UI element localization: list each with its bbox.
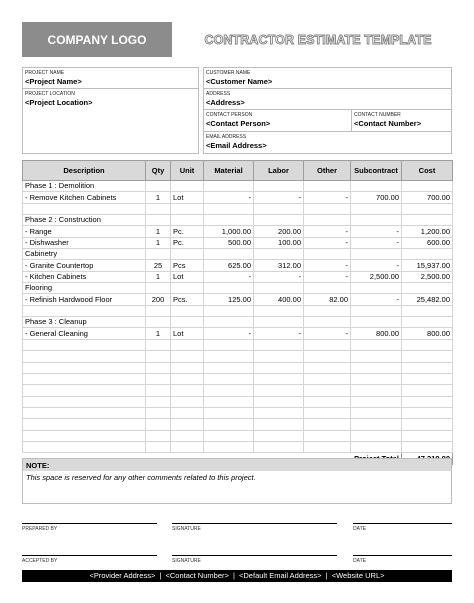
cell-qty[interactable]: 1 bbox=[146, 271, 171, 282]
cell-subcontract[interactable]: 700.00 bbox=[351, 192, 402, 203]
cell-description[interactable] bbox=[23, 396, 146, 407]
email-label: EMAIL ADDRESS bbox=[206, 134, 247, 140]
cell-material[interactable] bbox=[204, 351, 254, 362]
cell-material[interactable] bbox=[204, 385, 254, 396]
prepared-by-line[interactable] bbox=[22, 523, 157, 524]
cell-other[interactable] bbox=[304, 407, 351, 418]
table-row bbox=[23, 407, 453, 418]
cell-description[interactable] bbox=[23, 441, 146, 452]
prepared-by-label: PREPARED BY bbox=[22, 526, 58, 532]
date-label-1: DATE bbox=[353, 526, 366, 532]
table-row bbox=[23, 373, 453, 384]
table-row bbox=[23, 181, 453, 192]
cell-material[interactable]: - bbox=[204, 192, 254, 203]
table-row bbox=[23, 260, 453, 271]
project-name-cell bbox=[23, 68, 198, 89]
cell-other[interactable] bbox=[304, 215, 351, 226]
cell-subcontract[interactable] bbox=[351, 283, 402, 294]
cell-cost[interactable]: 25,482.00 bbox=[402, 294, 453, 305]
cell-cost[interactable] bbox=[402, 419, 453, 430]
cell-description[interactable]: - Remove Kitchen Cabinets bbox=[23, 192, 146, 203]
cell-cost[interactable] bbox=[402, 215, 453, 226]
customer-name-cell bbox=[204, 68, 451, 89]
cell-description[interactable]: - Granite Countertop bbox=[23, 260, 146, 271]
cell-cost[interactable]: 700.00 bbox=[402, 192, 453, 203]
cell-subcontract[interactable] bbox=[351, 339, 402, 350]
cell-cost[interactable] bbox=[402, 385, 453, 396]
cell-description[interactable] bbox=[23, 385, 146, 396]
table-row bbox=[23, 283, 453, 294]
cell-qty[interactable] bbox=[146, 283, 171, 294]
cell-labor[interactable] bbox=[254, 339, 304, 350]
cell-subcontract[interactable]: 2,500.00 bbox=[351, 271, 402, 282]
cell-unit[interactable] bbox=[171, 249, 204, 260]
table-row bbox=[23, 237, 453, 248]
cell-material[interactable]: - bbox=[204, 271, 254, 282]
cell-material[interactable] bbox=[204, 419, 254, 430]
cell-subcontract[interactable] bbox=[351, 181, 402, 192]
cell-subcontract[interactable]: - bbox=[351, 260, 402, 271]
cell-material[interactable] bbox=[204, 317, 254, 328]
cell-unit[interactable] bbox=[171, 181, 204, 192]
cell-subcontract[interactable] bbox=[351, 385, 402, 396]
cell-cost[interactable] bbox=[402, 362, 453, 373]
cell-other[interactable]: - bbox=[304, 237, 351, 248]
signature-label-1: SIGNATURE bbox=[172, 526, 201, 532]
cell-qty[interactable] bbox=[146, 430, 171, 441]
cell-description[interactable] bbox=[23, 305, 146, 316]
cell-other[interactable] bbox=[304, 305, 351, 316]
cell-unit[interactable] bbox=[171, 203, 204, 214]
cell-description[interactable] bbox=[23, 430, 146, 441]
cell-labor[interactable]: - bbox=[254, 328, 304, 339]
cell-unit[interactable]: Lot bbox=[171, 271, 204, 282]
contact-person-cell bbox=[204, 110, 352, 132]
cell-labor[interactable] bbox=[254, 283, 304, 294]
cell-material[interactable] bbox=[204, 339, 254, 350]
cell-subcontract[interactable] bbox=[351, 430, 402, 441]
cell-unit[interactable] bbox=[171, 385, 204, 396]
cell-labor[interactable]: 200.00 bbox=[254, 226, 304, 237]
cell-labor[interactable] bbox=[254, 362, 304, 373]
cell-material[interactable] bbox=[204, 181, 254, 192]
customer-name-label: CUSTOMER NAME bbox=[206, 70, 251, 76]
cell-unit[interactable] bbox=[171, 362, 204, 373]
cell-description[interactable] bbox=[23, 362, 146, 373]
table-row bbox=[23, 385, 453, 396]
cell-subcontract[interactable] bbox=[351, 351, 402, 362]
cell-qty[interactable] bbox=[146, 419, 171, 430]
table-row bbox=[23, 249, 453, 260]
cell-labor[interactable]: 100.00 bbox=[254, 237, 304, 248]
accepted-by-line[interactable] bbox=[22, 555, 157, 556]
table-row bbox=[23, 328, 453, 339]
cell-unit[interactable] bbox=[171, 215, 204, 226]
cell-labor[interactable] bbox=[254, 351, 304, 362]
customer-info-box bbox=[203, 67, 452, 154]
cell-description[interactable]: Phase 3 : Cleanup bbox=[23, 317, 146, 328]
table-row bbox=[23, 215, 453, 226]
cell-unit[interactable] bbox=[171, 305, 204, 316]
cell-subcontract[interactable]: - bbox=[351, 294, 402, 305]
cell-material[interactable]: 1,000.00 bbox=[204, 226, 254, 237]
cell-subcontract[interactable] bbox=[351, 215, 402, 226]
cell-labor[interactable] bbox=[254, 181, 304, 192]
cell-labor[interactable] bbox=[254, 419, 304, 430]
notes-box bbox=[22, 458, 452, 504]
cell-material[interactable]: 125.00 bbox=[204, 294, 254, 305]
project-name-field[interactable]: <Project Name> bbox=[25, 77, 82, 86]
footer-provider-address: <Provider Address> bbox=[89, 571, 156, 580]
notes-text[interactable]: This space is reserved for any other comments related to this project. bbox=[26, 473, 256, 482]
cell-description[interactable]: Flooring bbox=[23, 283, 146, 294]
cell-qty[interactable] bbox=[146, 339, 171, 350]
cell-other[interactable] bbox=[304, 339, 351, 350]
cell-other[interactable] bbox=[304, 283, 351, 294]
cell-subcontract[interactable] bbox=[351, 373, 402, 384]
cell-cost[interactable] bbox=[402, 430, 453, 441]
cell-labor[interactable]: 312.00 bbox=[254, 260, 304, 271]
cell-cost[interactable] bbox=[402, 373, 453, 384]
cell-other[interactable]: - bbox=[304, 260, 351, 271]
cell-other[interactable]: - bbox=[304, 192, 351, 203]
cell-unit[interactable]: Pcs bbox=[171, 260, 204, 271]
table-row bbox=[23, 430, 453, 441]
cell-other[interactable] bbox=[304, 441, 351, 452]
email-field[interactable]: <Email Address> bbox=[206, 141, 267, 150]
table-row bbox=[23, 305, 453, 316]
project-info-box bbox=[22, 67, 199, 154]
cell-cost[interactable] bbox=[402, 181, 453, 192]
contact-person-field[interactable]: <Contact Person> bbox=[206, 119, 271, 128]
cell-cost[interactable] bbox=[402, 351, 453, 362]
cell-other[interactable] bbox=[304, 396, 351, 407]
cell-description[interactable] bbox=[23, 419, 146, 430]
estimate-table bbox=[22, 160, 453, 465]
cell-material[interactable] bbox=[204, 373, 254, 384]
date-line-2[interactable] bbox=[353, 555, 452, 556]
cell-unit[interactable] bbox=[171, 373, 204, 384]
cell-qty[interactable]: 1 bbox=[146, 192, 171, 203]
cell-unit[interactable] bbox=[171, 283, 204, 294]
cell-qty[interactable] bbox=[146, 407, 171, 418]
cell-description[interactable] bbox=[23, 339, 146, 350]
table-row bbox=[23, 351, 453, 362]
cell-unit[interactable] bbox=[171, 317, 204, 328]
cell-material[interactable] bbox=[204, 441, 254, 452]
address-cell bbox=[204, 89, 451, 110]
table-row bbox=[23, 362, 453, 373]
cell-unit[interactable] bbox=[171, 430, 204, 441]
cell-cost[interactable]: 800.00 bbox=[402, 328, 453, 339]
cell-unit[interactable] bbox=[171, 441, 204, 452]
cell-cost[interactable]: 600.00 bbox=[402, 237, 453, 248]
cell-cost[interactable] bbox=[402, 283, 453, 294]
table-row bbox=[23, 419, 453, 430]
cell-other[interactable] bbox=[304, 181, 351, 192]
cell-other[interactable] bbox=[304, 317, 351, 328]
cell-other[interactable] bbox=[304, 430, 351, 441]
address-label: ADDRESS bbox=[206, 91, 231, 97]
cell-labor[interactable] bbox=[254, 249, 304, 260]
cell-unit[interactable]: Pc. bbox=[171, 226, 204, 237]
cell-labor[interactable] bbox=[254, 215, 304, 226]
table-row bbox=[23, 271, 453, 282]
signature-line-1[interactable] bbox=[172, 523, 337, 524]
table-row bbox=[23, 192, 453, 203]
col-description-header: Description bbox=[23, 161, 146, 181]
cell-description[interactable]: Cabinetry bbox=[23, 249, 146, 260]
cell-description[interactable] bbox=[23, 373, 146, 384]
date-label-2: DATE bbox=[353, 558, 366, 564]
cell-material[interactable]: 500.00 bbox=[204, 237, 254, 248]
cell-cost[interactable] bbox=[402, 249, 453, 260]
cell-qty[interactable] bbox=[146, 181, 171, 192]
cell-other[interactable] bbox=[304, 249, 351, 260]
cell-cost[interactable]: 15,937.00 bbox=[402, 260, 453, 271]
cell-cost[interactable] bbox=[402, 441, 453, 452]
cell-material[interactable]: 625.00 bbox=[204, 260, 254, 271]
cell-other[interactable] bbox=[304, 385, 351, 396]
cell-material[interactable] bbox=[204, 430, 254, 441]
table-row bbox=[23, 396, 453, 407]
cell-unit[interactable] bbox=[171, 407, 204, 418]
table-row bbox=[23, 339, 453, 350]
cell-qty[interactable]: 1 bbox=[146, 226, 171, 237]
accepted-by-label: ACCEPTED BY bbox=[22, 558, 58, 564]
contact-person-label: CONTACT PERSON bbox=[206, 112, 253, 118]
signature-line-2[interactable] bbox=[172, 555, 337, 556]
customer-name-field[interactable]: <Customer Name> bbox=[206, 77, 273, 86]
cell-labor[interactable] bbox=[254, 305, 304, 316]
cell-other[interactable]: - bbox=[304, 328, 351, 339]
table-row bbox=[23, 294, 453, 305]
cell-material[interactable] bbox=[204, 396, 254, 407]
cell-unit[interactable]: Lot bbox=[171, 328, 204, 339]
cell-qty[interactable]: 200 bbox=[146, 294, 171, 305]
contact-number-cell bbox=[352, 110, 451, 132]
cell-labor[interactable] bbox=[254, 317, 304, 328]
project-name-label: PROJECT NAME bbox=[25, 70, 65, 76]
cell-description[interactable] bbox=[23, 407, 146, 418]
cell-other[interactable] bbox=[304, 419, 351, 430]
cell-labor[interactable] bbox=[254, 441, 304, 452]
table-row bbox=[23, 226, 453, 237]
cell-qty[interactable] bbox=[146, 441, 171, 452]
cell-other[interactable] bbox=[304, 351, 351, 362]
cell-cost[interactable] bbox=[402, 305, 453, 316]
table-row bbox=[23, 441, 453, 452]
cell-material[interactable] bbox=[204, 362, 254, 373]
company-logo: COMPANY LOGO bbox=[22, 22, 172, 57]
cell-subcontract[interactable] bbox=[351, 419, 402, 430]
cell-labor[interactable]: - bbox=[254, 192, 304, 203]
cell-qty[interactable] bbox=[146, 215, 171, 226]
table-row bbox=[23, 203, 453, 214]
col-material-header: Material bbox=[204, 161, 254, 181]
cell-subcontract[interactable] bbox=[351, 203, 402, 214]
cell-cost[interactable] bbox=[402, 339, 453, 350]
col-other-header: Other bbox=[304, 161, 351, 181]
cell-unit[interactable] bbox=[171, 396, 204, 407]
cell-qty[interactable] bbox=[146, 385, 171, 396]
cell-cost[interactable] bbox=[402, 317, 453, 328]
footer-separator-2: | bbox=[232, 571, 235, 580]
cell-description[interactable]: - Range bbox=[23, 226, 146, 237]
email-cell bbox=[204, 132, 451, 153]
footer-website: <Website URL> bbox=[331, 571, 385, 580]
cell-unit[interactable]: Pcs. bbox=[171, 294, 204, 305]
cell-qty[interactable] bbox=[146, 203, 171, 214]
contact-number-field[interactable]: <Contact Number> bbox=[354, 119, 422, 128]
cell-qty[interactable] bbox=[146, 249, 171, 260]
signature-label-2: SIGNATURE bbox=[172, 558, 201, 564]
cell-labor[interactable] bbox=[254, 385, 304, 396]
cell-description[interactable]: - Kitchen Cabinets bbox=[23, 271, 146, 282]
cell-labor[interactable] bbox=[254, 396, 304, 407]
cell-subcontract[interactable] bbox=[351, 249, 402, 260]
cell-unit[interactable]: Lot bbox=[171, 192, 204, 203]
col-unit-header: Unit bbox=[171, 161, 204, 181]
cell-material[interactable] bbox=[204, 215, 254, 226]
cell-unit[interactable] bbox=[171, 339, 204, 350]
cell-unit[interactable] bbox=[171, 419, 204, 430]
cell-qty[interactable] bbox=[146, 396, 171, 407]
cell-material[interactable]: - bbox=[204, 328, 254, 339]
cell-cost[interactable] bbox=[402, 203, 453, 214]
cell-cost[interactable] bbox=[402, 407, 453, 418]
table-header-row bbox=[23, 161, 453, 181]
col-cost-header: Cost bbox=[402, 161, 453, 181]
cell-other[interactable] bbox=[304, 203, 351, 214]
footer-separator-3: | bbox=[325, 571, 328, 580]
cell-labor[interactable] bbox=[254, 407, 304, 418]
cell-other[interactable] bbox=[304, 362, 351, 373]
cell-qty[interactable] bbox=[146, 362, 171, 373]
col-labor-header: Labor bbox=[254, 161, 304, 181]
cell-qty[interactable]: 25 bbox=[146, 260, 171, 271]
cell-qty[interactable]: 1 bbox=[146, 328, 171, 339]
notes-heading: NOTE: bbox=[23, 459, 451, 471]
cell-labor[interactable]: - bbox=[254, 271, 304, 282]
project-location-field[interactable]: <Project Location> bbox=[25, 98, 93, 107]
cell-cost[interactable]: 2,500.00 bbox=[402, 271, 453, 282]
cell-description[interactable] bbox=[23, 351, 146, 362]
cell-material[interactable] bbox=[204, 283, 254, 294]
cell-description[interactable] bbox=[23, 203, 146, 214]
cell-description[interactable]: Phase 2 : Construction bbox=[23, 215, 146, 226]
cell-subcontract[interactable] bbox=[351, 407, 402, 418]
cell-qty[interactable]: 1 bbox=[146, 237, 171, 248]
footer-separator-1: | bbox=[159, 571, 162, 580]
cell-labor[interactable] bbox=[254, 373, 304, 384]
cell-material[interactable] bbox=[204, 407, 254, 418]
cell-subcontract[interactable] bbox=[351, 396, 402, 407]
footer-contact-number: <Contact Number> bbox=[165, 571, 229, 580]
cell-other[interactable]: - bbox=[304, 271, 351, 282]
cell-qty[interactable] bbox=[146, 351, 171, 362]
contact-number-label: CONTACT NUMBER bbox=[354, 112, 401, 118]
cell-other[interactable]: - bbox=[304, 226, 351, 237]
cell-material[interactable] bbox=[204, 203, 254, 214]
table-row bbox=[23, 317, 453, 328]
cell-qty[interactable] bbox=[146, 305, 171, 316]
cell-qty[interactable] bbox=[146, 373, 171, 384]
address-field[interactable]: <Address> bbox=[206, 98, 245, 107]
cell-subcontract[interactable] bbox=[351, 317, 402, 328]
cell-material[interactable] bbox=[204, 249, 254, 260]
cell-cost[interactable] bbox=[402, 396, 453, 407]
footer-email-address: <Default Email Address> bbox=[239, 571, 322, 580]
cell-material[interactable] bbox=[204, 305, 254, 316]
cell-subcontract[interactable] bbox=[351, 362, 402, 373]
col-qty-header: Qty bbox=[146, 161, 171, 181]
cell-subcontract[interactable] bbox=[351, 441, 402, 452]
col-subcontract-header: Subcontract bbox=[351, 161, 402, 181]
cell-other[interactable]: 82.00 bbox=[304, 294, 351, 305]
cell-subcontract[interactable]: - bbox=[351, 226, 402, 237]
cell-description[interactable]: - Dishwasher bbox=[23, 237, 146, 248]
cell-qty[interactable] bbox=[146, 317, 171, 328]
project-location-label: PROJECT LOCATION bbox=[25, 91, 75, 97]
cell-description[interactable]: - Refinish Hardwood Floor bbox=[23, 294, 146, 305]
project-location-cell bbox=[23, 89, 198, 110]
cell-unit[interactable] bbox=[171, 351, 204, 362]
cell-subcontract[interactable] bbox=[351, 305, 402, 316]
cell-labor[interactable] bbox=[254, 203, 304, 214]
cell-other[interactable] bbox=[304, 373, 351, 384]
date-line-1[interactable] bbox=[353, 523, 452, 524]
footer-bar bbox=[22, 570, 452, 582]
cell-labor[interactable]: 400.00 bbox=[254, 294, 304, 305]
cell-unit[interactable]: Pc. bbox=[171, 237, 204, 248]
cell-subcontract[interactable]: - bbox=[351, 237, 402, 248]
cell-description[interactable]: Phase 1 : Demolition bbox=[23, 181, 146, 192]
cell-subcontract[interactable]: 800.00 bbox=[351, 328, 402, 339]
document-title: CONTRACTOR ESTIMATE TEMPLATE bbox=[204, 33, 432, 47]
cell-cost[interactable]: 1,200.00 bbox=[402, 226, 453, 237]
cell-description[interactable]: - General Cleaning bbox=[23, 328, 146, 339]
cell-labor[interactable] bbox=[254, 430, 304, 441]
